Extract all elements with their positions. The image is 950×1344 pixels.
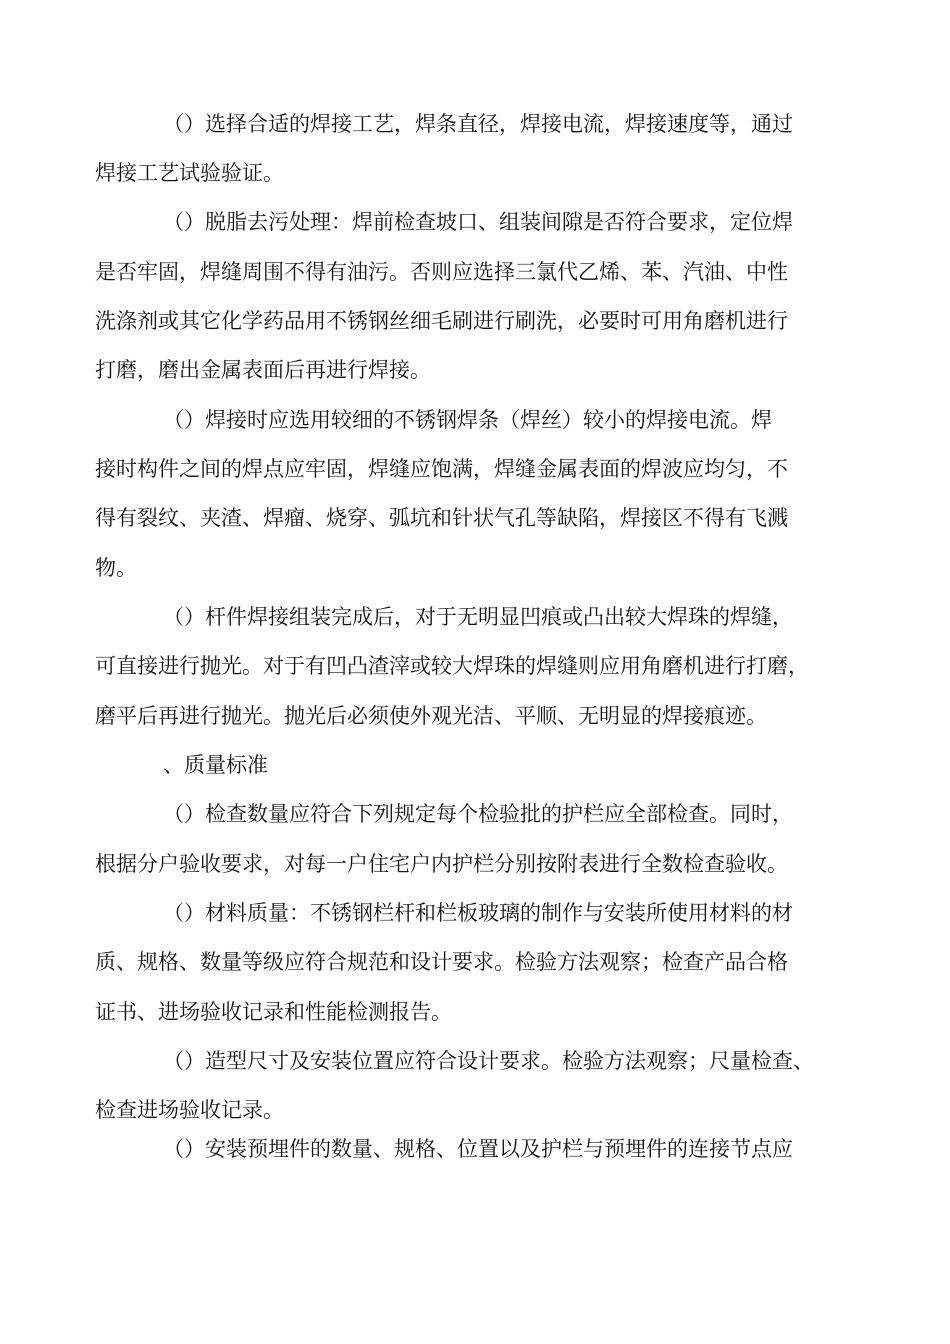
paragraph-7-line-2: 检查进场验收记录。 <box>95 1098 284 1122</box>
paragraph-4-line-3: 磨平后再进行抛光。抛光后必须使外观光洁、平顺、无明显的焊接痕迹。 <box>95 704 767 728</box>
section-heading-quality-standard: 、质量标准 <box>163 753 268 777</box>
paragraph-1-line-1: （）选择合适的焊接工艺，焊条直径，焊接电流，焊接速度等，通过 <box>163 112 793 136</box>
paragraph-1-line-2: 焊接工艺试验验证。 <box>95 161 284 185</box>
paragraph-7-line-1: （）造型尺寸及安装位置应符合设计要求。检验方法观察；尺量检查、 <box>163 1049 814 1073</box>
paragraph-3-line-1: （）焊接时应选用较细的不锈钢焊条（焊丝）较小的焊接电流。焊 <box>163 408 772 432</box>
paragraph-4-line-1: （）杆件焊接组装完成后，对于无明显凹痕或凸出较大焊珠的焊缝， <box>163 605 793 629</box>
paragraph-3-line-4: 物。 <box>95 556 137 580</box>
paragraph-4-line-2: 可直接进行抛光。对于有凹凸渣滓或较大焊珠的焊缝则应用角磨机进行打磨， <box>95 654 809 678</box>
paragraph-5-line-1: （）检查数量应符合下列规定每个检验批的护栏应全部检查。同时， <box>163 802 793 826</box>
paragraph-2-line-3: 洗涤剂或其它化学药品用不锈钢丝细毛刷进行刷洗，必要时可用角磨机进行 <box>95 309 788 333</box>
paragraph-5-line-2: 根据分户验收要求，对每一户住宅户内护栏分别按附表进行全数检查验收。 <box>95 852 788 876</box>
paragraph-3-line-2: 接时构件之间的焊点应牢固，焊缝应饱满，焊缝金属表面的焊波应均匀，不 <box>95 457 788 481</box>
paragraph-6-line-1: （）材料质量：不锈钢栏杆和栏板玻璃的制作与安装所使用材料的材 <box>163 901 793 925</box>
paragraph-2-line-1: （）脱脂去污处理：焊前检查坡口、组装间隙是否符合要求，定位焊 <box>163 210 793 234</box>
paragraph-6-line-2: 质、规格、数量等级应符合规范和设计要求。检验方法观察；检查产品合格 <box>95 950 788 974</box>
paragraph-6-line-3: 证书、进场验收记录和性能检测报告。 <box>95 1000 452 1024</box>
paragraph-3-line-3: 得有裂纹、夹渣、焊瘤、烧穿、弧坑和针状气孔等缺陷，焊接区不得有飞溅 <box>95 506 788 530</box>
paragraph-8-line-1: （）安装预埋件的数量、规格、位置以及护栏与预埋件的连接节点应 <box>163 1137 793 1161</box>
paragraph-2-line-2: 是否牢固，焊缝周围不得有油污。否则应选择三氯代乙烯、苯、汽油、中性 <box>95 260 788 284</box>
paragraph-2-line-4: 打磨，磨出金属表面后再进行焊接。 <box>95 358 431 382</box>
